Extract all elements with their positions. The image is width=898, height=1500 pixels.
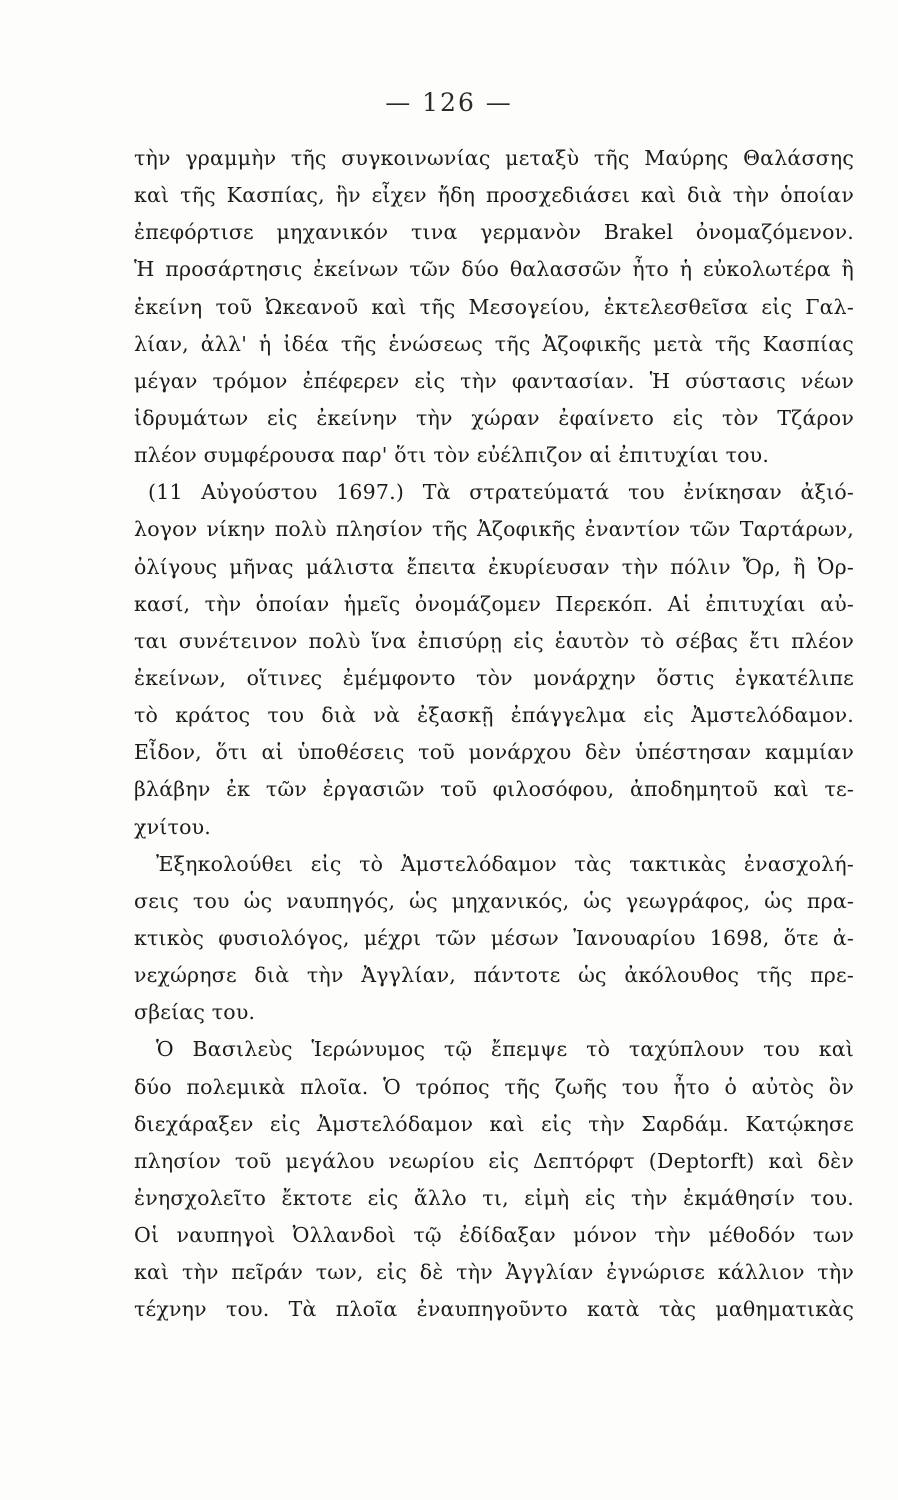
text-line: σεις του ὡς ναυπηγός, ὡς μηχανικός, ὡς γεωγράφος, ὡς πρα- <box>134 888 854 913</box>
text-line: τὸ κράτος του διὰ νὰ ἐξασκῇ ἐπάγγελμα εἰς Ἀμστελόδαμον. <box>134 703 854 728</box>
text-line: λίαν, ἀλλ' ἡ ἰδέα τῆς ἑνώσεως τῆς Ἀζοφικῆς μετὰ τῆς Κασπίας <box>134 331 854 356</box>
text-line: ται συνέτεινον πολὺ ἵνα ἐπισύρῃ εἰς ἑαυτὸν τὸ σέβας ἔτι πλέον <box>134 628 854 653</box>
text-line: ἐκείνων, οἵτινες ἐμέμφοντο τὸν μονάρχην ὅστις ἐγκατέλιπε <box>134 665 854 690</box>
text-line: σβείας του. <box>134 1000 256 1025</box>
text-line: Ἡ προσάρτησις ἐκείνων τῶν δύο θαλασσῶν ἦτο ἡ εὐκολωτέρα ἢ <box>134 257 854 282</box>
text-line: πλησίον τοῦ μεγάλου νεωρίου εἰς Δεπτόρφτ (Deptorft) καὶ δὲν <box>134 1148 854 1173</box>
text-line: Ὁ Βασιλεὺς Ἱερώνυμος τῷ ἔπεμψε τὸ ταχύπλουν του καὶ <box>156 1037 854 1062</box>
text-line: χνίτου. <box>134 814 211 839</box>
text-line: ἱδρυμάτων εἰς ἐκείνην τὴν χώραν ἐφαίνετο εἰς τὸν Τζάρον <box>134 405 854 430</box>
text-line: διεχάραξεν εἰς Ἀμστελόδαμον καὶ εἰς τὴν Σαρδάμ. Κατῴκησε <box>134 1111 854 1136</box>
page-number: — 126 — <box>385 88 513 117</box>
text-line: κτικὸς φυσιολόγος, μέχρι τῶν μέσων Ἰανουαρίου 1698, ὅτε ἀ- <box>134 925 854 950</box>
text-line: ἐνησχολεῖτο ἔκτοτε εἰς ἄλλο τι, εἰμὴ εἰς τὴν ἐκμάθησίν του. <box>134 1185 854 1210</box>
text-line: τὴν γραμμὴν τῆς συγκοινωνίας μεταξὺ τῆς Μαύρης Θαλάσσης <box>134 146 854 170</box>
text-line: Ἐξηκολούθει εἰς τὸ Ἀμστελόδαμον τὰς τακτικὰς ἐνασχολή- <box>156 851 854 876</box>
text-line: μέγαν τρόμον ἐπέφερεν εἰς τὴν φαντασίαν. Ἡ σύστασις νέων <box>134 368 854 393</box>
text-line: Οἱ ναυπηγοὶ Ὀλλανδοὶ τῷ ἐδίδαξαν μόνον τὴν μέθοδόν των <box>134 1223 854 1248</box>
text-line: (11 Αὐγούστου 1697.) Τὰ στρατεύματά του ἐνίκησαν ἀξιό- <box>148 480 854 505</box>
text-line: κασί, τὴν ὁποίαν ἡμεῖς ὀνομάζομεν Περεκόπ. Αἱ ἐπιτυχίαι αὐ- <box>134 591 854 616</box>
text-line: τέχνην του. Τὰ πλοῖα ἐναυπηγοῦντο κατὰ τὰς μαθηματικὰς <box>134 1297 854 1322</box>
text-line: βλάβην ἐκ τῶν ἐργασιῶν τοῦ φιλοσόφου, ἀποδημητοῦ καὶ τε- <box>134 777 854 802</box>
text-line: ἐκείνη τοῦ Ὠκεανοῦ καὶ τῆς Μεσογείου, ἐκτελεσθεῖσα εἰς Γαλ- <box>134 294 854 319</box>
text-line: καὶ τὴν πεῖράν των, εἰς δὲ τὴν Ἀγγλίαν ἐγνώρισε κάλλιον τὴν <box>134 1260 854 1285</box>
text-line: ὀλίγους μῆνας μάλιστα ἔπειτα ἐκυρίευσαν τὴν πόλιν Ὄρ, ἢ Ὀρ- <box>134 554 854 579</box>
text-line: δύο πολεμικὰ πλοῖα. Ὁ τρόπος τῆς ζωῆς του ἦτο ὁ αὐτὸς ὃν <box>134 1074 854 1099</box>
text-line: νεχώρησε διὰ τὴν Ἀγγλίαν, πάντοτε ὡς ἀκόλουθος τῆς πρε- <box>134 963 854 988</box>
text-line: ἐπεφόρτισε μηχανικόν τινα γερμανὸν Brakel ὀνομαζόμενον. <box>134 220 854 245</box>
text-line: λογον νίκην πολὺ πλησίον τῆς Ἀζοφικῆς ἐναντίον τῶν Ταρτάρων, <box>134 517 854 542</box>
text-line: καὶ τῆς Κασπίας, ἣν εἶχεν ἤδη προσχεδιάσει καὶ διὰ τὴν ὁποίαν <box>134 183 854 208</box>
page-body-text <box>134 140 854 1329</box>
text-line: Εἶδον, ὅτι αἱ ὑποθέσεις τοῦ μονάρχου δὲν ὑπέστησαν καμμίαν <box>134 740 854 765</box>
text-line: πλέον συμφέρουσα παρ' ὅτι τὸν εὐέλπιζον αἱ ἐπιτυχίαι του. <box>134 443 770 468</box>
